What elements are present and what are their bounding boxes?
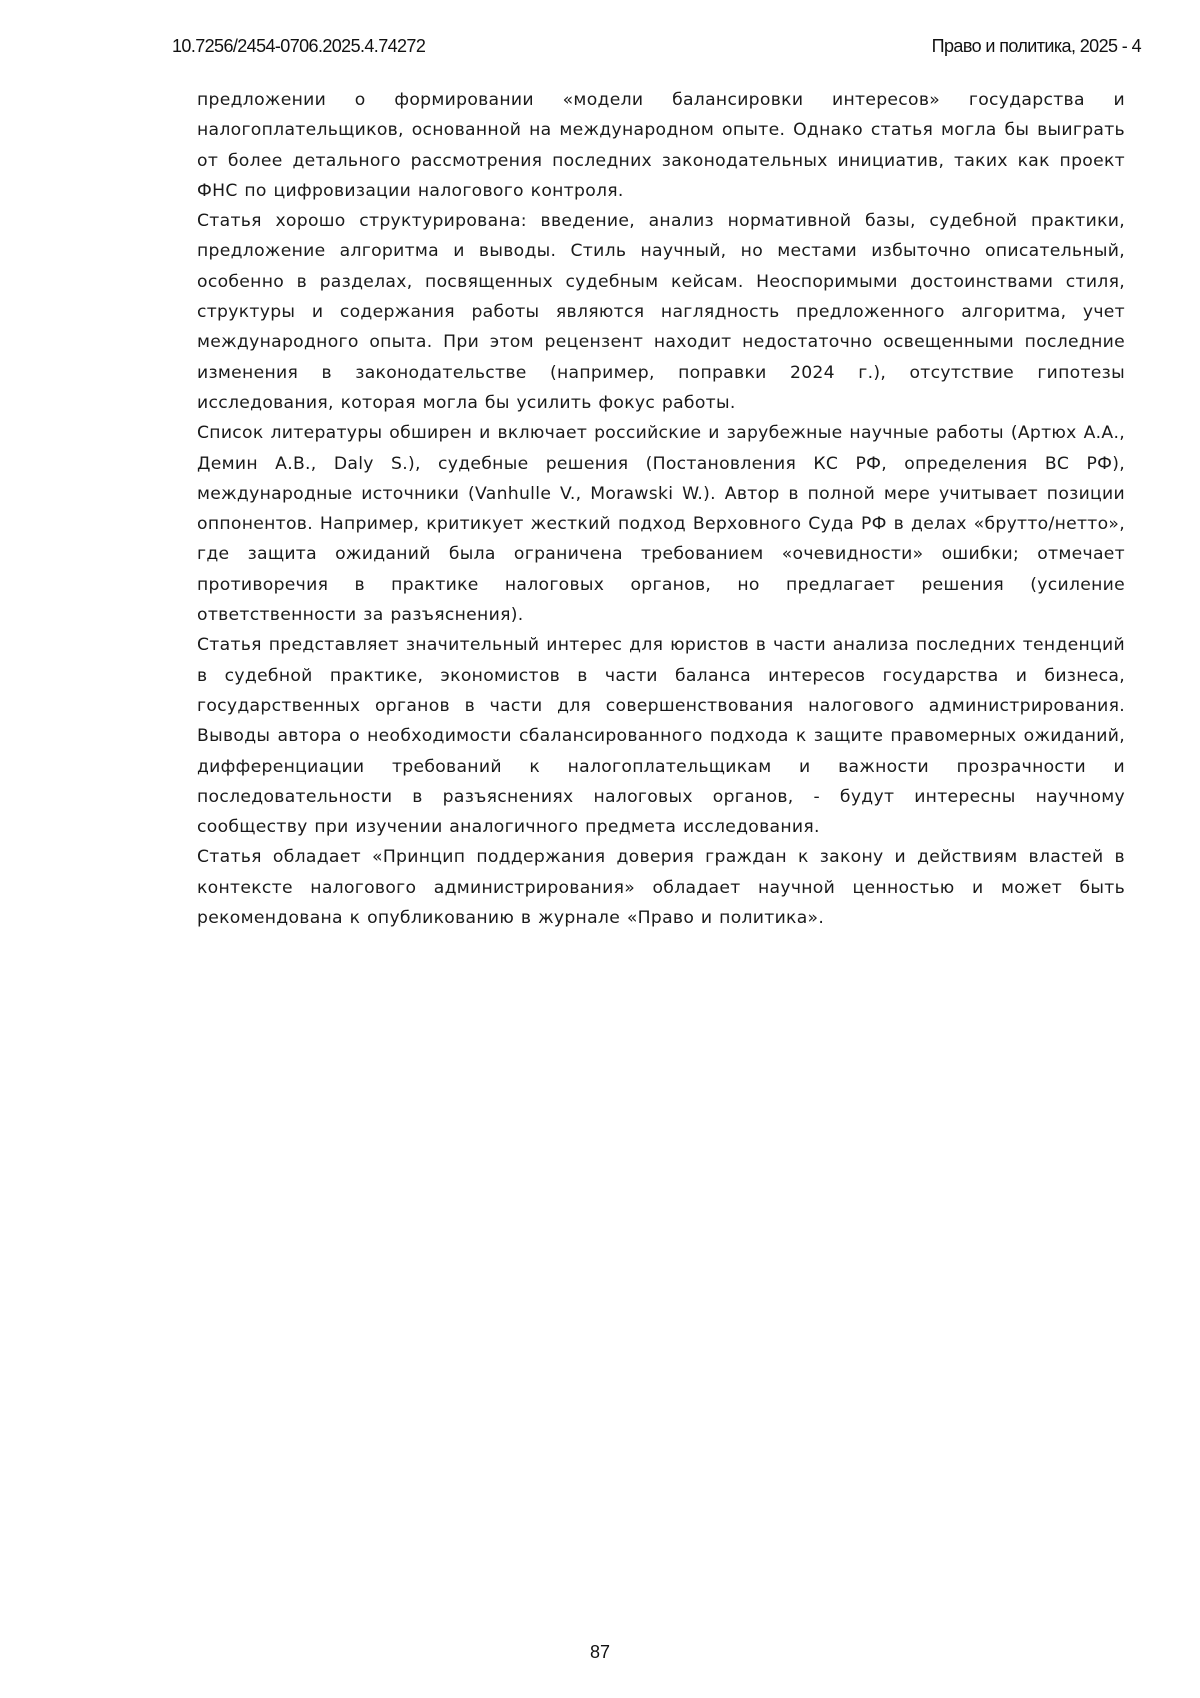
article-doi: 10.7256/2454-0706.2025.4.74272 xyxy=(172,36,425,57)
paragraph-structure-style: Статья хорошо структурирована: введение, анализ нормативной базы, судебной практики, предложение алгоритма и выводы. Стиль научный, но местами избыточно описательный, особенно в разделах, посвященных судебным кейсам. Неоспоримыми достоинствами стиля, структуры и содержания работы являются наглядность предложенного алгоритма, учет международного опыта. При этом рецензент находит недостаточно освещенными последние изменения в законодательстве (например, поправки 2024 г.), отсутствие гипотезы исследования, которая могла бы усилить фокус работы. xyxy=(197,206,1125,418)
paragraph-bibliography: Список литературы обширен и включает российские и зарубежные научные работы (Артюх А.А., Демин А.В., Daly S.), судебные решения (Постановления КС РФ, определения ВС РФ), международные источники (Vanhulle V., Morawski W.). Автор в полной мере учитывает позиции оппонентов. Например, критикует жесткий подход Верховного Суда РФ в делах «брутто/нетто», где защита ожиданий была ограничена требованием «очевидности» ошибки; отмечает противоречия в практике налоговых органов, но предлагает решения (усиление ответственности за разъяснения). xyxy=(197,418,1125,630)
paragraph-readership: Статья представляет значительный интерес для юристов в части анализа последних тенденций в судебной практике, экономистов в части баланса интересов государства и бизнеса, государственных органов в части для совершенствования налогового администрирования. Выводы автора о необходимости сбалансированного подхода к защите правомерных ожиданий, дифференциации требований к налогоплательщикам и важности прозрачности и последовательности в разъяснениях налоговых органов, - будут интересны научному сообществу при изучении аналогичного предмета исследования. xyxy=(197,630,1125,842)
page-number: 87 xyxy=(0,1642,1200,1663)
review-text xyxy=(197,85,1125,933)
paragraph-novelty: предложении о формировании «модели балансировки интересов» государства и налогоплательщиков, основанной на международном опыте. Однако статья могла бы выиграть от более детального рассмотрения последних законодательных инициатив, таких как проект ФНС по цифровизации налогового контроля. xyxy=(197,85,1125,206)
journal-issue: Право и политика, 2025 - 4 xyxy=(932,36,1141,57)
paragraph-conclusion: Статья обладает «Принцип поддержания доверия граждан к закону и действиям властей в контексте налогового администрирования» обладает научной ценностью и может быть рекомендована к опубликованию в журнале «Право и политика». xyxy=(197,842,1125,933)
